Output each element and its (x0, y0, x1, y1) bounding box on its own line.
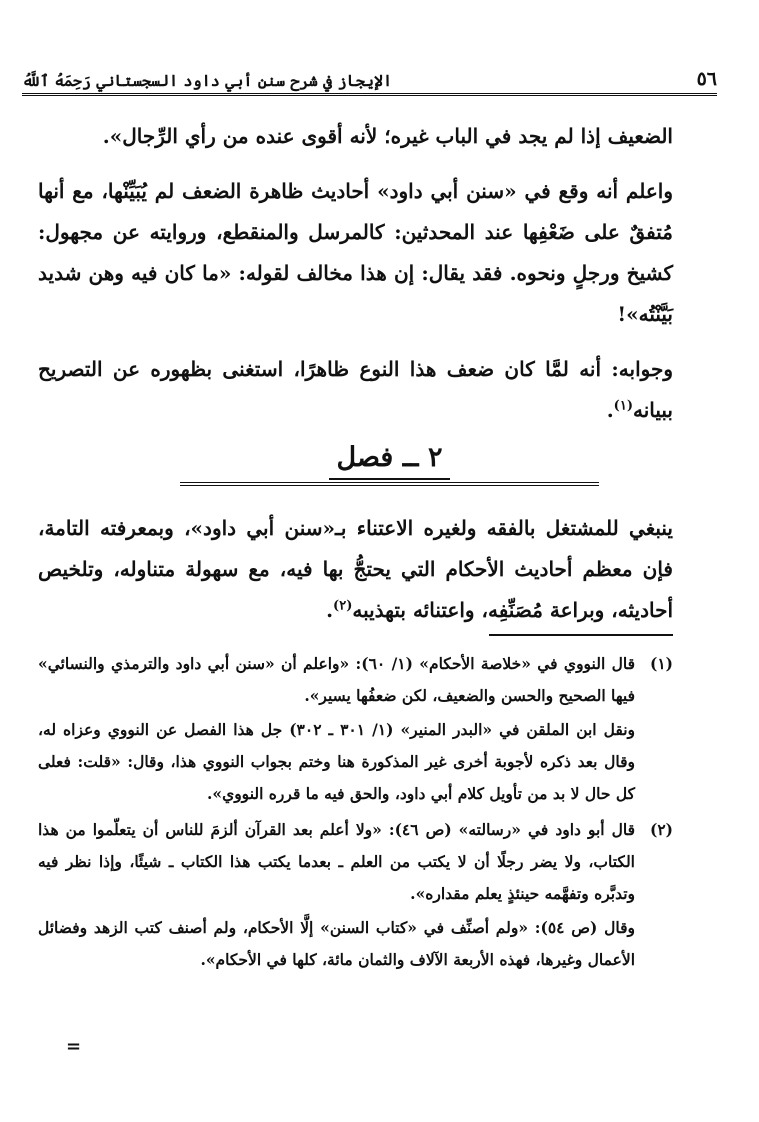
section-paragraph (38, 508, 673, 631)
section-text (38, 508, 673, 631)
main-text (38, 116, 673, 431)
footnote-paragraph: وقال (ص ٥٤): «ولم أصنِّف في «كتاب السنن» إلَّا الأحكام، ولم أصنف كتب الزهد وفضائل الأعمال وغيرها، فهذه الأربعة الآلاف والثمان مائة، كلها في الأحكام». (38, 918, 635, 969)
footnote-ref-1: (١) (613, 398, 633, 414)
paragraph-3-end: . (606, 398, 614, 422)
footnote-paragraph: قال أبو داود في «رسالته» (ص ٤٦): «ولا أعلم بعد القرآن ألزمَ للناس أن يتعلّموا من هذا الكتاب، ولا يضر رجلًا أن لا يكتب من العلم ـ بعدما يكتب هذا الكتاب ـ شيئًا، وإذا نظر فيه وتدبَّره وتفهَّمه حينئذٍ يعلم مقداره». (38, 820, 635, 903)
footnote-number: (١) (649, 654, 673, 673)
section-rule (180, 482, 599, 486)
continuation-mark: = (66, 1036, 82, 1057)
paragraph-2: واعلم أنه وقع في «سنن أبي داود» أحاديث ظاهرة الضعف لم يُبَيِّنْها، مع أنها مُتفقٌ على ضَعْفِها عند المحدثين: كالمرسل والمنقطع، وروايته عن مجهول: كشيخ ورجلٍ ونحوه. فقد يقال: إن هذا مخالف لقوله: «ما كان فيه وهن شديد بَيَّنْتُه»! (38, 179, 673, 326)
page-number: ٥٦ (696, 68, 717, 90)
footnote-paragraph: ونقل ابن الملقن في «البدر المنير» (١/ ٣٠١ ـ ٣٠٢) جل هذا الفصل عن النووي وعزاه له، وقال بعد ذكره لأجوبة أخرى غير المذكورة هنا وختم بجواب النووي هذا، وقال: «قلت: فعلى كل حال لا بد من تأويل كلام أبي داود، والحق فيه ما قرره النووي». (38, 720, 636, 803)
section-heading (180, 438, 599, 488)
footnotes (38, 648, 673, 980)
footnote-ref-2: (٢) (333, 598, 353, 614)
paragraph-3 (38, 349, 673, 431)
paragraph-3-text: وجوابه: أنه لمَّا كان ضعف هذا النوع ظاهرًا، استغنى بظهوره عن التصريح ببيانه (38, 357, 673, 422)
footnote-body (38, 814, 635, 976)
header-rule (22, 93, 717, 98)
footnote-paragraph: قال النووي في «خلاصة الأحكام» (١/ ٦٠): «واعلم أن «سنن أبي داود والترمذي والنسائي» فيها الصحيح والحسن والضعيف، لكن ضعفُها يسير». (38, 654, 636, 705)
footnote (38, 814, 673, 976)
paragraph-1: الضعيف إذا لم يجد في الباب غيره؛ لأنه أقوى عنده من رأي الرِّجال». (102, 124, 673, 148)
footnote (38, 648, 673, 810)
footnote-separator (489, 634, 673, 636)
footnote-number: (٢) (649, 820, 673, 839)
section-title: ٢ ــ فصل (329, 438, 451, 480)
page-header (22, 56, 717, 90)
running-title: الإيجاز في شرح سنن أبي داود السجستاني رَحِمَهُ ٱللَّهُ (22, 71, 393, 90)
footnote-body (38, 648, 635, 810)
section-paragraph-end: . (326, 598, 334, 622)
section-paragraph-text: ينبغي للمشتغل بالفقه ولغيره الاعتناء بـ«سنن أبي داود»، وبمعرفته التامة، فإن معظم أحاديث الأحكام التي يحتجُّ بها فيه، مع سهولة متناوله، وتلخيص أحاديثه، وبراعة مُصَنِّفِه، واعتنائه بتهذيبه (38, 516, 673, 622)
